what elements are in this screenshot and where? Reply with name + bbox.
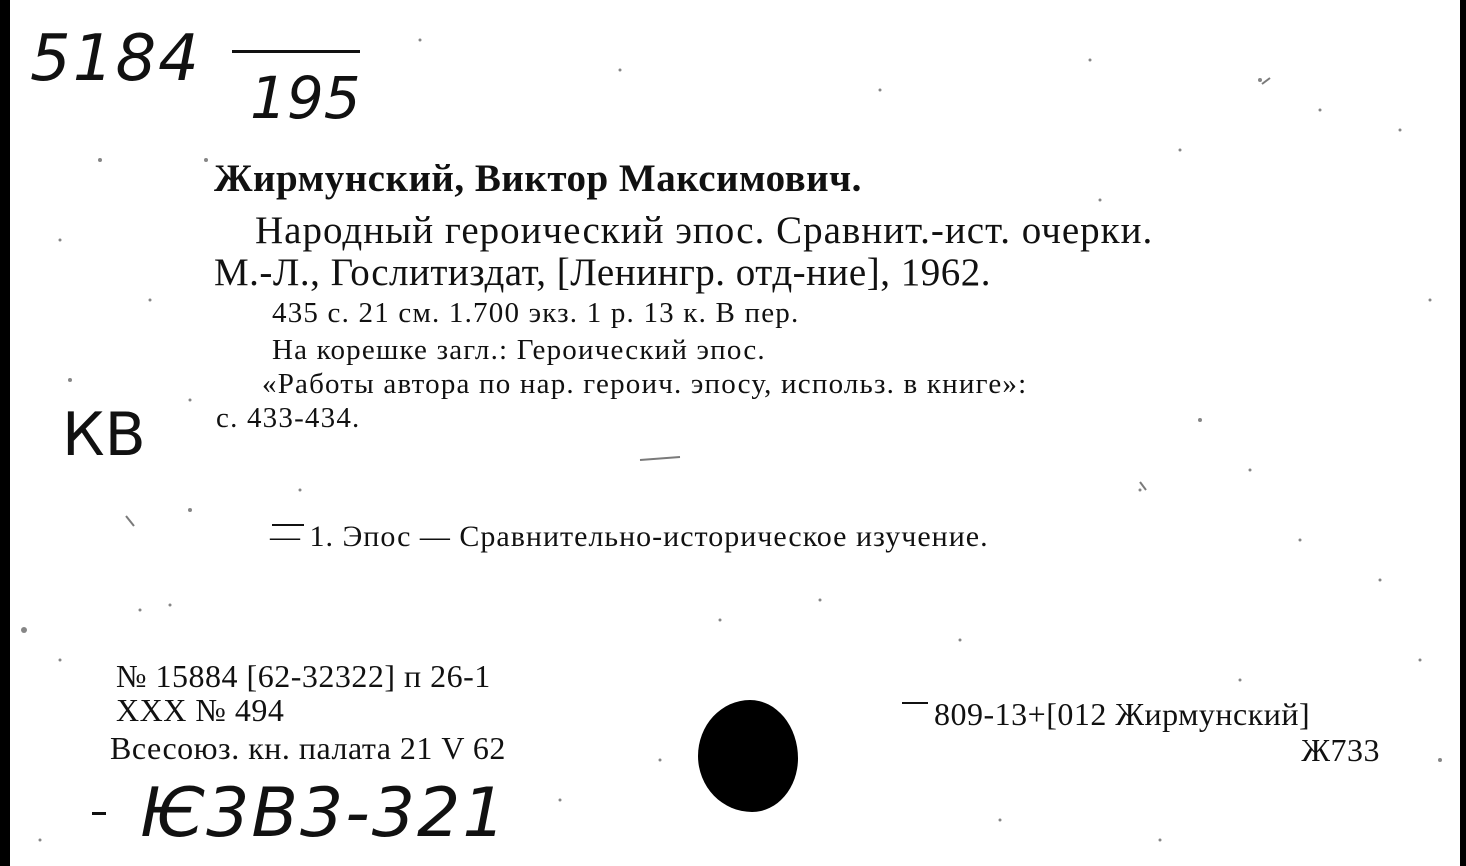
collation: 435 с. 21 см. 1.700 экз. 1 р. 13 к. В пер. xyxy=(272,297,800,329)
classification-index: 809-13+[012 Жирмунский] xyxy=(934,696,1311,732)
imprint: М.-Л., Гослитиздат, [Ленингр. отд-ние], 1962. xyxy=(214,251,991,294)
note-spine-title: На корешке загл.: Героический эпос. xyxy=(272,334,766,366)
subject-heading: — 1. Эпос — Сравнительно-историческое изучение. xyxy=(270,520,989,553)
handwritten-side-mark: КВ xyxy=(62,400,146,470)
registry-chamber: Всесоюз. кн. палата 21 V 62 xyxy=(110,730,506,766)
ink-blot xyxy=(698,700,798,812)
classification-dash xyxy=(902,702,928,704)
author-heading: Жирмунский, Виктор Максимович. xyxy=(214,157,862,200)
handwritten-denominator: 195 xyxy=(250,64,361,132)
handwritten-accession-number: 5184 xyxy=(30,22,201,96)
registry-number: № 15884 [62-32322] п 26-1 xyxy=(116,658,491,694)
book-title: Народный героический эпос. Сравнит.-ист. очерки. xyxy=(255,209,1154,252)
note-author-works-pages: с. 433-434. xyxy=(216,402,361,434)
fraction-line xyxy=(232,50,360,53)
handwritten-dash xyxy=(92,812,106,815)
note-author-works: «Работы автора по нар. героич. эпосу, использ. в книге»: xyxy=(262,368,1028,400)
registry-series: XXX № 494 xyxy=(116,692,285,728)
author-mark: Ж733 xyxy=(1301,732,1380,768)
handwritten-bottom-code: Ѥ3В3-321 xyxy=(140,774,508,853)
